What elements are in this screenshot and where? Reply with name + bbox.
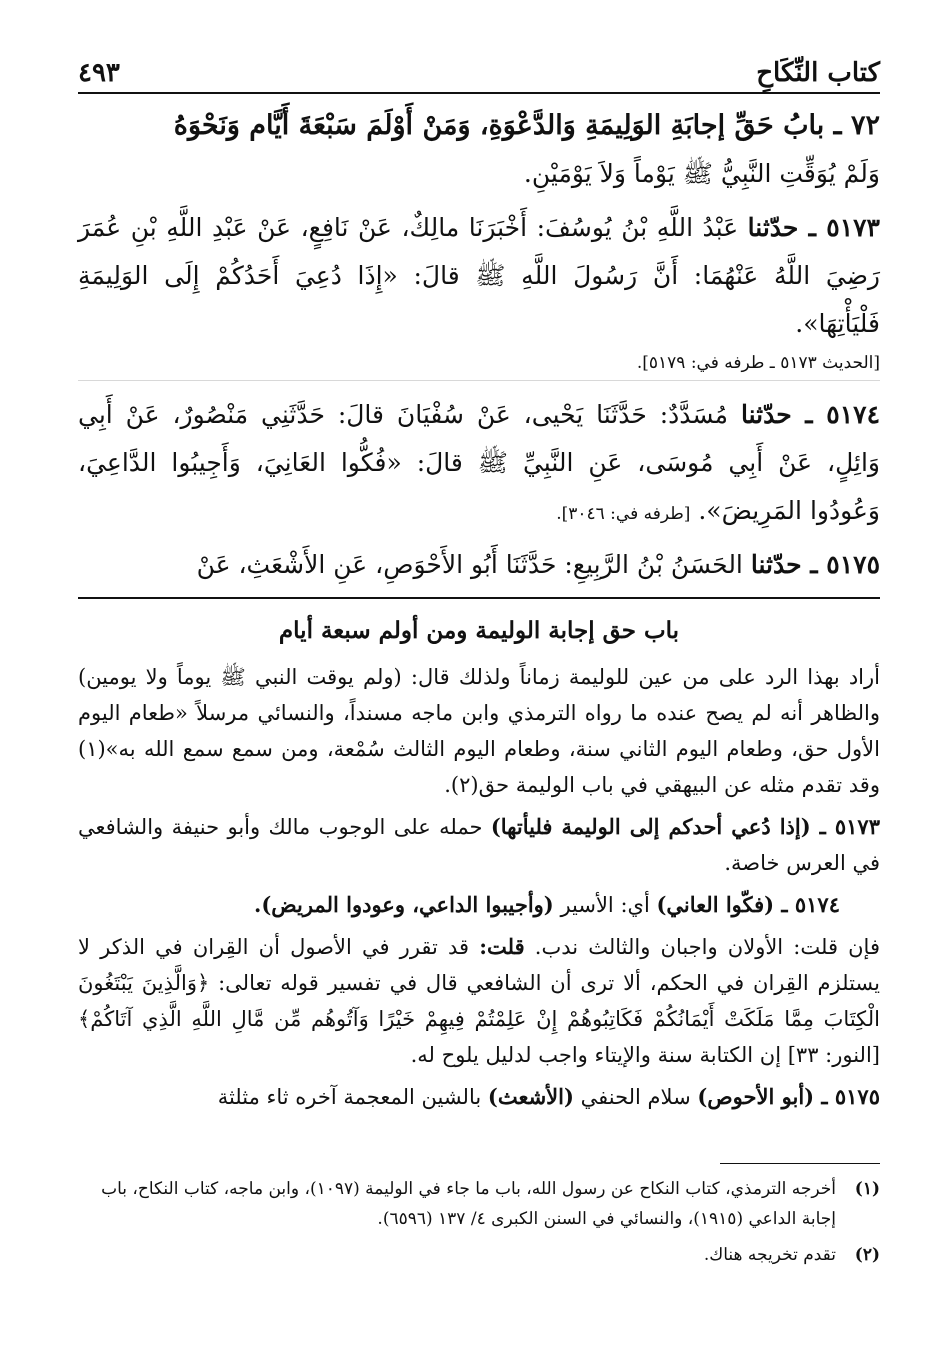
book-title: كتاب النِّكَاحِ <box>756 58 880 88</box>
footnotes <box>78 1174 880 1270</box>
chapter-subtitle: وَلَمْ يُوَقِّتِ النَّبِيُّ ﷺ يَوْماً وَلاَ يَوْمَيْنِ. <box>523 159 880 188</box>
commentary-text: بالشين المعجمة آخره ثاء مثلثة <box>217 1085 482 1109</box>
commentary-paragraph <box>78 887 880 923</box>
footnote-text: تقدم تخريجه هناك. <box>703 1245 836 1265</box>
footnote-rule <box>720 1163 880 1164</box>
footnote-1 <box>78 1174 880 1234</box>
hadith-5174 <box>78 385 880 535</box>
hadith-5173 <box>78 198 880 348</box>
chapter-heading <box>78 102 880 198</box>
hadith-number: ٥١٧٣ ـ حدّثنا <box>747 213 880 242</box>
hadith-section <box>78 102 880 589</box>
section-divider <box>78 597 880 599</box>
hadith-reference: [الحديث ٥١٧٣ ـ طرفه في: ٥١٧٩]. <box>78 348 880 381</box>
commentary-paragraph <box>78 929 880 1073</box>
hadith-number: ٥١٧٤ ـ حدّثنا <box>740 400 880 429</box>
footnote-2 <box>78 1240 880 1270</box>
commentary-text: سلام الحنفي <box>580 1085 691 1109</box>
commentary-text: حمله على الوجوب مالك وأبو حنيفة والشافعي في العرس خاصة. <box>78 815 880 875</box>
chapter-title: ٧٢ ـ بابُ حَقِّ إجابَةِ الوَلِيمَةِ وَالدَّعْوَةِ، وَمَنْ أَوْلَمَ سَبْعَةَ أَيَّام وَنَحْوَهُ <box>173 110 880 141</box>
commentary-lemma: ٥١٧٤ ـ (فكّوا العاني) <box>656 892 840 917</box>
commentary-paragraph <box>78 1079 880 1115</box>
commentary-lemma: قلت: <box>479 934 525 959</box>
page-number: ٤٩٣ <box>78 58 120 88</box>
hadith-text: عَبْدُ اللَّهِ بْنُ يُوسُفَ: أَخْبَرَنَا مالِكٌ، عَنْ نَافِعٍ، عَنْ عَبْدِ اللَّهِ بْنِ عُمَرَ رَضِيَ اللَّهُ عَنْهُمَا: أَنَّ رَسُولَ اللَّهِ ﷺ قالَ: «إِذَا دُعِيَ أَحَدُكُمْ إِلَى الوَلِيمَةِ فَلْيَأْتِهَا». <box>78 213 880 338</box>
hadith-number: ٥١٧٥ ـ حدّثنا <box>750 550 880 579</box>
commentary-section <box>78 613 880 1115</box>
footnote-marker: (١) <box>854 1179 880 1199</box>
commentary-text: فإن قلت: الأولان واجبان والثالث ندب. <box>534 935 880 959</box>
page-header <box>78 40 880 94</box>
commentary-lemma: ٥١٧٥ ـ (أبو الأحوص) <box>697 1084 880 1109</box>
hadith-reference: [طرفه في: ٣٠٤٦]. <box>556 504 691 524</box>
footnote-marker: (٢) <box>854 1245 880 1265</box>
commentary-text: قد تقرر في الأصول أن القِران في الذكر لا يستلزم القِران في الحكم، ألا ترى أن الشافعي قال في تفسير قوله تعالى: ﴿وَالَّذِينَ يَبْتَغُونَ الْكِتَابَ مِمَّا مَلَكَتْ أَيْمَانُكُمْ فَكَاتِبُوهُمْ إِنْ عَلِمْتُمْ فِيهِمْ خَيْرًا وَآتُوهُم مِّن مَّالِ اللَّهِ الَّذِي آتَاكُمْ﴾ [النور: ٣٣] إن الكتابة سنة والإيتاء واجب لدليل يلوح له. <box>78 935 880 1067</box>
hadith-text: الحَسَنُ بْنُ الرَّبِيعِ: حَدَّثَنَا أَبُو الأَحْوَصِ، عَنِ الأَشْعَثِ، عَنْ <box>196 550 743 579</box>
commentary-paragraph <box>78 809 880 881</box>
commentary-lemma: (وأجيبوا الداعي، وعودوا المريض). <box>254 892 554 917</box>
hadith-5175 <box>78 535 880 589</box>
commentary-paragraph: أراد بهذا الرد على من عين للوليمة زماناً ولذلك قال: (ولم يوقت النبي ﷺ يوماً ولا يومين) والظاهر أنه لم يصح عنده ما رواه الترمذي وابن ماجه مسنداً، والنسائي مرسلاً «طعام اليوم الأول حق، وطعام اليوم الثاني سنة، وطعام اليوم الثالث سُمْعة، ومن سمع سمع الله به»(١) وقد تقدم مثله عن البيهقي في باب الوليمة حق(٢). <box>78 665 880 797</box>
book-page <box>78 40 880 1345</box>
commentary-text: أي: الأسير <box>560 893 650 917</box>
hadith-text: مُسَدَّدٌ: حَدَّثَنَا يَحْيى، عَنْ سُفْيَانَ قالَ: حَدَّثَنِي مَنْصُورٌ، عَنْ أَبِي وَائِلٍ، عَنْ أَبِي مُوسَى، عَنِ النَّبِيِّ ﷺ قالَ: «فُكُّوا العَانِيَ، وَأَجِيبُوا الدَّاعِيَ، وَعُودُوا المَرِيضَ». <box>78 400 880 525</box>
commentary-title: باب حق إجابة الوليمة ومن أولم سبعة أيام <box>278 617 680 644</box>
footnote-text: أخرجه الترمذي، كتاب النكاح عن رسول الله، باب ما جاء في الوليمة (١٠٩٧)، وابن ماجه، كتاب النكاح، باب إجابة الداعي (١٩١٥)، والنسائي في السنن الكبرى ٤/ ١٣٧ (٦٥٩٦). <box>101 1179 836 1229</box>
commentary-lemma: ٥١٧٣ ـ (إذا دُعي أحدكم إلى الوليمة فليأتها) <box>490 814 880 839</box>
commentary-lemma: (الأشعث) <box>487 1084 574 1109</box>
